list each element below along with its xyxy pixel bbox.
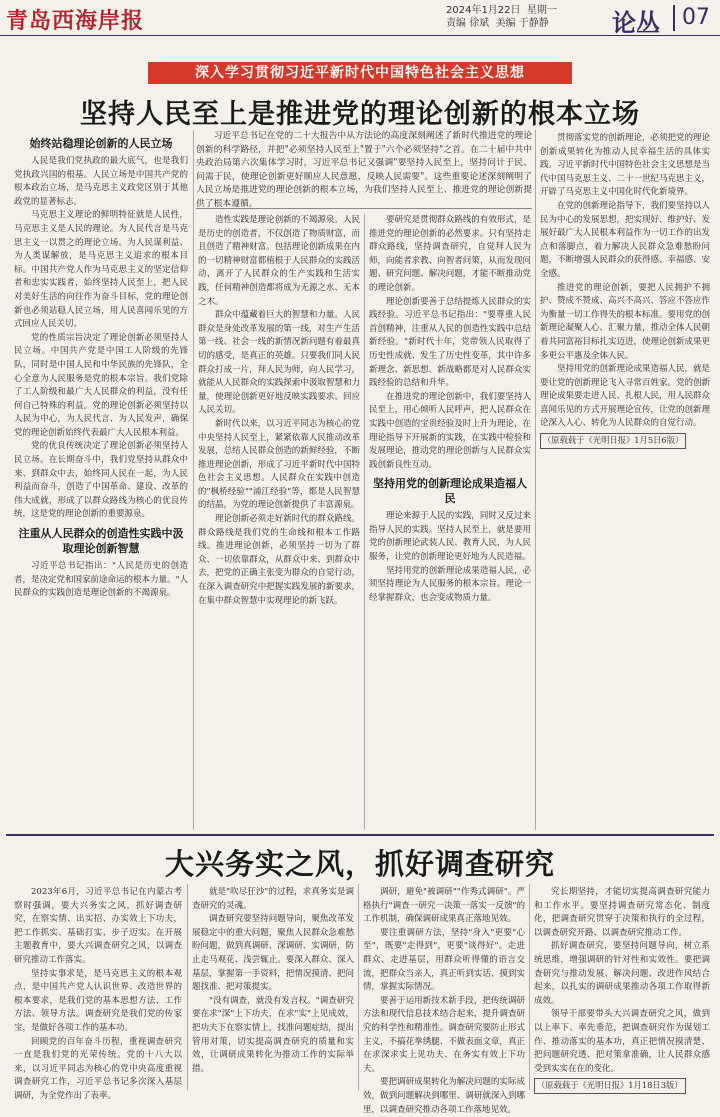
paragraph: 人民是我们党执政的最大底气，也是我们党执政兴国的根基。人民立场是中国共产党的根本政治立场，是马克思主义政党区别于其他政党的显著标志。 [14, 156, 188, 207]
article2-source: （原载载于《光明日报》1月18日3版） [534, 1078, 686, 1094]
article2-column-3 [363, 886, 525, 1115]
article1-subhead-2: 注重从人民群众的创造性实践中汲取理论创新智慧 [18, 527, 184, 556]
paragraph: 就是"吹尽狂沙"的过程，求真务实是调查研究的灵魂。 [192, 887, 354, 911]
paragraph: 贯彻落实党的创新理论，必须把党的理论创新成果转化为推动人民幸福生活的具体实践。习近平新时代中国特色社会主义思想是当代中国马克思主义、二十一世纪马克思主义，开辟了马克思主义中国化时代化新境界。 [540, 133, 711, 198]
paragraph: 推进党的理论创新，要把人民拥护不拥护、赞成不赞成、高兴不高兴、答应不答应作为衡量一切工作得失的根本标准。要用党的创新理论凝聚人心、汇聚力量，推动全体人民朝着共同富裕目标扎实迈进，使理论创新成果更多更公平惠及全体人民。 [540, 282, 711, 361]
paragraph: 马克思主义理论的鲜明特征就是人民性，马克思主义是人民的理论。为人民代言是马克思主义一以贯之的理论立场。为人民谋利益、为人类谋解放，是马克思主义追求的根本目标。中国共产党人作为马克思主义的坚定信仰者和忠实实践者，始终坚持人民至上，把人民对美好生活的向往作为奋斗目标，党的理论创新也必须站稳人民立场，用人民喜闻乐见的方式回应人民关切。 [14, 210, 188, 330]
paragraph: 在党的创新理论指导下，我们要坚持以人民为中心的发展思想，把实现好、维护好、发展好最广大人民根本利益作为一切工作的出发点和落脚点，着力解决人民群众急难愁盼问题，不断增强人民群众的获得感、幸福感、安全感。 [540, 200, 711, 279]
page-number: 07 [673, 5, 717, 31]
paragraph: 坚持实事求是，是马克思主义的根本观点，是中国共产党人认识世界、改造世界的根本要求，是我们党的基本思想方法、工作方法、领导方法。调查研究是我们党的传家宝，是做好各项工作的基本功。 [14, 968, 182, 1033]
paragraph: 党的性质宗旨决定了理论创新必须坚持人民立场。中国共产党是中国工人阶级的先锋队，同时是中国人民和中华民族的先锋队，全心全意为人民服务是党的根本宗旨。我们党除了工人阶级和最广大人民群众的利益，没有任何自己特殊的利益。党的理论创新必须坚持以人民为中心，为人民代言、为人民发声，确保党的理论创新始终代表最广大人民根本利益。 [14, 332, 188, 438]
paragraph: 要善于运用新技术新手段，把传统调研方法和现代信息技术结合起来，提升调查研究的科学性和精准性。调查研究要防止形式主义，不搞花拳绣腿、不做表面文章，真正在求深求实上见功夫、在务实有效上下功夫。 [363, 995, 525, 1074]
issue-weekday: 星期一 [526, 5, 557, 16]
paragraph: 抓好调查研究，要坚持问题导向，树立系统思维，增强调研的针对性和实效性。要把调查研究与推动发展、解决问题、改进作风结合起来，以扎实的调研成果推动各项工作取得新成效。 [534, 941, 710, 1006]
issue-date: 2024年1月22日 [446, 5, 521, 16]
designer-name: 于静静 [518, 18, 549, 29]
article2-column-1 [14, 886, 182, 1101]
article1-intro [196, 130, 532, 212]
paragraph: 坚持用党的创新理论成果造福人民，必须坚持理论为人民服务的根本宗旨。理论一经掌握群众，也会变成物质力量。 [369, 565, 531, 603]
article1-column-2 [198, 214, 360, 830]
paragraph: 理论创新必须走好新时代的群众路线。群众路线是我们党的生命线和根本工作路线。推进理论创新，必须坚持一切为了群众、一切依靠群众，从群众中来、到群众中去，把党的正确主张变为群众的自觉行动，在深入调查研究中把握实践发展的新要求，在集中群众智慧中实现理论的新飞跃。 [198, 514, 360, 606]
article1-title: 坚持人民至上是推进党的理论创新的根本立场 [80, 99, 640, 130]
paragraph: 究长期坚持，才能切实提高调查研究能力和工作水平。要坚持调查研究常态化、制度化，把调查研究贯穿于决策和执行的全过程，以调查研究开路、以调查研究推动工作。 [534, 887, 710, 938]
paragraph: 调研，避免"被调研""作秀式调研"。严格执行"调查一研究一决策一落实一反馈"的工作机制，确保调研成果真正落地见效。 [363, 887, 525, 925]
intro-paragraph: 习近平总书记在党的二十大报告中从方法论的高度深刻阐述了新时代推进党的理论创新的科学路径，并把"必须坚持人民至上"置于"六个必须坚持"之首。在二十届中共中央政治局第六次集体学习时，习近平总书记又强调"要坚持人民至上，坚持问计于民、问需于民，使理论创新更好顺应人民意愿、反映人民需要"。这些重要论述深刻阐明了人民立场是推进党的理论创新的根本立场，为我们坚持人民至上、推进党的理论创新提供了根本遵循。 [196, 131, 532, 209]
paragraph: 理论创新要善于总结提炼人民群众的实践经验。习近平总书记指出："要尊重人民首创精神，注重从人民的创造性实践中总结新经验。"新时代十年，党带领人民取得了历史性成就、发生了历史性变革，其中许多新理念、新思想、新战略都是对人民群众实践经验的总结和升华。 [369, 296, 531, 389]
paragraph: 群众中蕴藏着巨大的智慧和力量。人民群众是身处改革发展的第一线，对生产生活第一线、社会一线的新情况新问题有着最真切的感受，是真正的英雄。只要我们同人民群众打成一片，拜人民为师，向人民学习，就能从人民群众的实践探索中汲取智慧和力量，使理论创新更好地反映实践要求、回应人民关切。 [198, 310, 360, 416]
article1-source: （原载载于《光明日报》1月5日6版） [540, 433, 686, 449]
article1-column-1 [14, 132, 188, 830]
issue-meta [446, 4, 557, 30]
article2-column-2 [192, 886, 354, 1092]
article1-column-3 [369, 214, 531, 830]
column-divider [364, 214, 365, 830]
column-divider [529, 884, 530, 1090]
article1-subhead-1: 始终站稳理论创新的人民立场 [29, 137, 173, 150]
paragraph: 回顾党的百年奋斗历程，重视调查研究一直是我们党的光荣传统。党的十八大以来，以习近平同志为核心的党中央高度重视调查研究工作，习近平总书记多次深入基层调研，为全党作出了表率。 [14, 1036, 182, 1101]
paragraph: 要注重调研方法，坚持"身入"更要"心至"，既要"走得到"，更要"谈得好"。走进群众、走进基层，用群众听得懂的语言交流，把群众当亲人，真正听到实话、摸到实情，掌握实际情况。 [363, 927, 525, 993]
paragraph: 造性实践是理论创新的不竭源泉。人民是历史的创造者，不仅创造了物质财富，而且创造了精神财富。包括理论创新成果在内的一切精神财富都植根于人民群众的实践活动，离开了人民群众的生产实践和生活实践，任何精神创造都将成为无源之水、无本之木。 [198, 215, 360, 307]
paragraph: 调查研究要坚持问题导向，聚焦改革发展稳定中的重大问题，聚焦人民群众急难愁盼问题，做到真调研、深调研、实调研，防止走马观花、浅尝辄止。要深入群众、深入基层，掌握第一手资料，把情况摸清、把问题找准、把对策提实。 [192, 914, 354, 993]
paragraph: 要把调研成果转化为解决问题的实际成效，做到问题解决到哪里、调研就深入到哪里，以调查研究推动各项工作落地见效。 [363, 1077, 525, 1115]
topic-banner: 深入学习贯彻习近平新时代中国特色社会主义思想 [148, 62, 572, 84]
paragraph: 领导干部要带头大兴调查研究之风，做到以上率下、率先垂范，把调查研究作为谋划工作、推动落实的基本功，真正把情况摸清楚、把问题研究透、把对策拿准确，让人民群众感受到实实在在的变化。 [534, 1009, 710, 1074]
paragraph: "没有调查，就没有发言权。"调查研究要在求"深"上下功夫，在求"实"上见成效，把功夫下在察实情上，找准问题症结，提出管用对策，切实提高调查研究的质量和实效，让调研成果转化为推动工作的实际举措。 [192, 995, 354, 1074]
paragraph: 理论来源于人民的实践，同时又反过来指导人民的实践。坚持人民至上，就是要用党的创新理论武装人民、教育人民，为人民服务，让党的创新理论更好地为人民造福。 [369, 511, 531, 563]
article2-column-4 [534, 886, 710, 1092]
column-divider [358, 884, 359, 1090]
paragraph: 习近平总书记指出："人民是历史的创造者，是决定党和国家前途命运的根本力量。"人民群众的实践创造是理论创新的不竭源泉。 [14, 561, 188, 599]
article1-subhead-3: 坚持用党的创新理论成果造福人民 [373, 477, 527, 506]
column-divider [193, 130, 194, 830]
article2-title: 大兴务实之风，抓好调查研究 [164, 847, 555, 881]
column-divider [535, 130, 536, 830]
paragraph: 2023年6月，习近平总书记在内蒙古考察时强调，要大兴务实之风，抓好调查研究，在察实情、出实招、办实效上下功夫，把工作抓实、基础打实、步子迈实。在开展主题教育中，要大兴调查研究之风，以调查研究推动工作落实。 [14, 887, 182, 965]
designer-label: 美编 [495, 18, 516, 29]
section-title: 论丛 [612, 9, 660, 37]
paragraph: 在推进党的理论创新中，我们要坚持人民至上，用心倾听人民呼声，把人民群众在实践中创造的宝贵经验及时上升为理论，在理论指导下开展新的实践，在实践中检验和发展理论，推动党的理论创新与人民群众实践创新良性互动。 [369, 391, 531, 470]
newspaper-masthead: 青岛西海岸报 [6, 8, 145, 34]
intro-rule [196, 208, 532, 209]
editor-label: 责编 [446, 18, 466, 29]
article-divider [6, 834, 714, 836]
article1-column-4 [540, 132, 710, 830]
paragraph: 新时代以来，以习近平同志为核心的党中央坚持人民至上，紧紧依靠人民推动改革发展，总结人民群众创造的新鲜经验，不断推进理论创新，形成了习近平新时代中国特色社会主义思想。人民群众在实践中创造的"枫桥经验""浦江经验"等，都是人民智慧的结晶，为党的理论创新提供了丰富源泉。 [198, 418, 360, 511]
paragraph: 坚持用党的创新理论成果造福人民，就是要让党的创新理论飞入寻常百姓家。党的创新理论成果要走进人民、扎根人民，用人民群众喜闻乐见的方式开展理论宣传，让党的创新理论深入人心、转化为人民群众的自觉行动。 [540, 364, 711, 429]
page-header [0, 0, 720, 36]
column-divider [187, 884, 188, 1090]
paragraph: 要研究是贯彻群众路线的有效形式，是推进党的理论创新的必然要求。只有坚持走群众路线，坚持调查研究，自觉拜人民为师，向能者求教、向智者问策，从而发现问题、研究问题、解决问题，才能不断推动党的理论创新。 [369, 215, 531, 293]
paragraph: 党的优良传统决定了理论创新必须坚持人民立场。在长期奋斗中，我们党坚持从群众中来、到群众中去，始终同人民在一起，为人民利益而奋斗，创造了中国革命、建设、改革的伟大成就，形成了以群众路线为核心的优良传统，这是党的理论创新的重要源泉。 [14, 441, 188, 520]
editor-name: 徐斌 [469, 18, 490, 29]
